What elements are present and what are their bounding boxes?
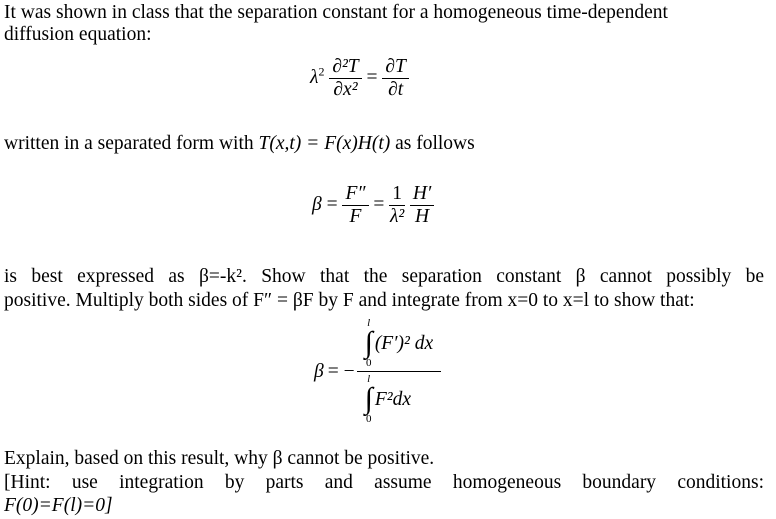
- eq2-equals-2: =: [373, 193, 385, 215]
- eq3-num-integral-sign: ∫: [364, 326, 373, 359]
- eq3-den-upper: l: [367, 373, 371, 385]
- eq3-den-integrand: F²dx: [374, 388, 411, 410]
- separated-text: written in a separated form with: [4, 133, 254, 154]
- eq2-f-fraction: [342, 183, 368, 228]
- separated-suffix: as follows: [395, 133, 475, 154]
- explain-line: Explain, based on this result, why β cannot be positive.: [4, 448, 435, 469]
- eq2-h-fraction: [410, 183, 434, 228]
- intro-line-2: diffusion equation:: [4, 24, 152, 45]
- eq3-num-lower: 0: [365, 357, 372, 369]
- best-expressed-line-2: positive. Multiply both sides of F″ = βF by F and integrate from x=0 to x=l to show that:: [4, 290, 695, 311]
- eq1-lhs-denominator: ∂x²: [333, 79, 358, 100]
- eq2-beta: β: [312, 193, 322, 215]
- eq1-lhs-numerator: ∂²T: [329, 56, 361, 79]
- eq3-numerator: [357, 318, 442, 372]
- eq1-equals: =: [366, 66, 378, 88]
- eq2-f-denominator: F: [349, 206, 362, 227]
- separated-formula: T(x,t) = F(x)H(t): [258, 133, 391, 154]
- best-expressed-line-1: is best expressed as β=-k². Show that the separation constant β cannot possibly be: [4, 266, 764, 287]
- eq3-num-integral: [365, 318, 373, 369]
- eq1-lambda: λ: [310, 66, 319, 88]
- eq1-lhs-fraction: [329, 56, 361, 101]
- eq1-rhs-denominator: ∂t: [388, 79, 404, 100]
- eq1-lambda-power: 2: [318, 64, 325, 79]
- eq1-rhs-numerator: ∂T: [382, 56, 408, 79]
- separated-equation: [312, 183, 434, 228]
- eq3-num-integrand: (F′)² dx: [374, 332, 434, 354]
- eq2-equals: =: [326, 193, 338, 215]
- hint-line-2: F(0)=F(l)=0]: [4, 495, 113, 516]
- hint-line-1: [Hint: use integration by parts and assume homogeneous boundary conditions:: [4, 472, 764, 493]
- eq2-lambda-fraction: [389, 183, 405, 228]
- eq3-den-lower: 0: [365, 413, 372, 425]
- eq3-den-integral: [365, 374, 373, 425]
- diffusion-equation: [310, 56, 409, 101]
- integral-equation: [314, 318, 441, 425]
- eq3-num-upper: l: [367, 317, 371, 329]
- eq3-equals: = −: [327, 360, 355, 382]
- eq2-lambda-squared: λ²: [389, 206, 405, 227]
- intro-line-1: It was shown in class that the separation constant for a homogeneous time-dependent: [4, 2, 668, 23]
- eq2-h-numerator: H′: [410, 183, 434, 206]
- separated-form-line: [4, 133, 764, 155]
- eq1-rhs-fraction: [382, 56, 408, 101]
- eq3-denominator: [357, 372, 442, 425]
- eq2-one: 1: [389, 183, 405, 206]
- eq3-den-integral-sign: ∫: [364, 382, 373, 415]
- eq2-f-numerator: F″: [342, 183, 368, 206]
- eq3-fraction: [357, 318, 442, 425]
- eq3-beta: β: [314, 360, 324, 382]
- eq2-h-denominator: H: [415, 206, 430, 227]
